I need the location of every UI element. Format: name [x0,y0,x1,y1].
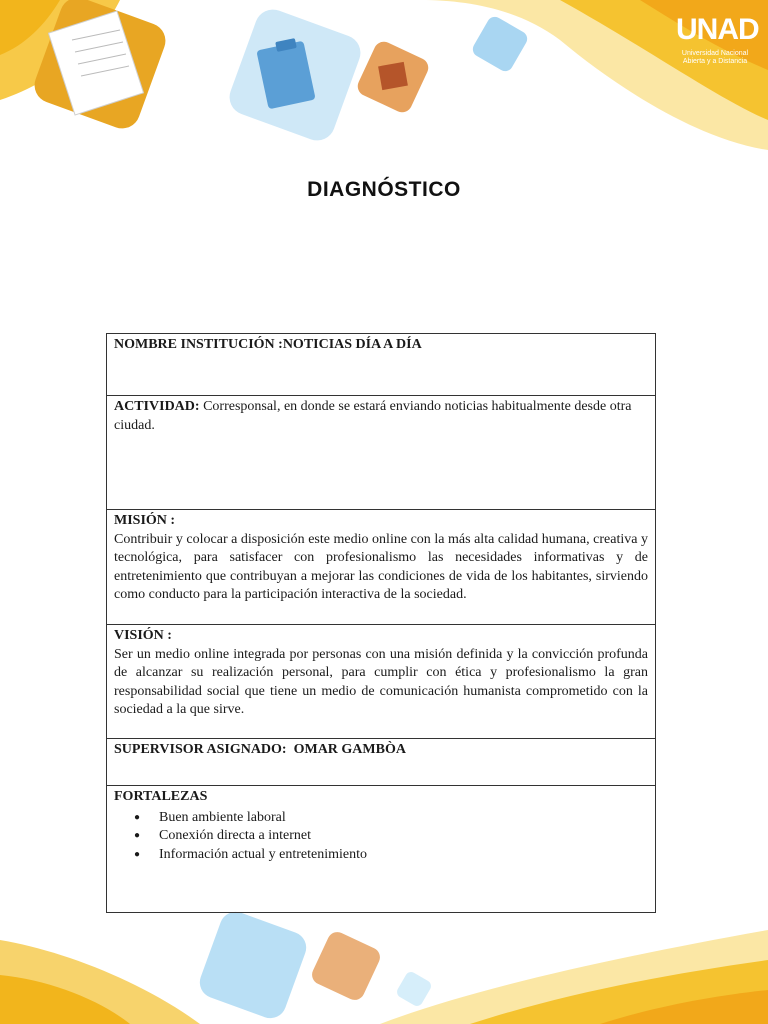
clipboard-icon [225,5,366,146]
footer-decoration [0,900,768,1024]
decor-square-orange [309,929,383,1003]
institution-label: NOMBRE INSTITUCIÓN : [114,337,283,352]
activity-label: ACTIVIDAD: [114,399,200,414]
supervisor-label: SUPERVISOR ASIGNADO: [114,742,287,757]
list-item: ● Información actual y entretenimiento [159,846,648,865]
decor-square-small [395,970,433,1008]
page-title: DIAGNÓSTICO [307,178,461,201]
strengths-list [114,809,648,865]
list-item: ● Buen ambiente laboral [159,809,648,828]
strengths-row [107,786,655,912]
header-decoration [0,0,768,170]
supervisor-row [107,739,655,786]
activity-text: Corresponsal, en donde se estará enviando noticias habitualmente desde otra ciudad. [114,399,632,433]
logo-subtitle-2: Abierta y a Distancia [682,58,748,65]
decor-square [470,14,530,74]
activity-row [107,396,655,510]
vision-label: VISIÓN : [114,628,172,643]
diagnostic-table [106,333,656,913]
vision-row [107,625,655,739]
strengths-label: FORTALEZAS [114,789,208,804]
institution-value: NOTICIAS DÍA A DÍA [282,337,422,352]
mission-text: Contribuir y colocar a disposición este medio online con la más alta calidad humana, creativa y tecnológica, para satisfacer con profesionalismo las necesidades informativas y de entretenimiento que contribuyan a mejorar las condiciones de vida de los habitantes, sirviendo como conducto para la participación interactiva de la sociedad. [114,531,648,602]
book-icon [354,38,431,115]
mission-row [107,510,655,625]
supervisor-value: OMAR GAMBÒA [293,742,406,757]
unad-logo [676,6,759,88]
decor-square-blue [195,907,310,1022]
logo-mark: UNAD [676,13,759,46]
logo-subtitle-1: Universidad Nacional [681,50,749,57]
list-item: ● Conexión directa a internet [159,827,648,846]
institution-row [107,334,655,396]
vision-text: Ser un medio online integrada por personas con una misión definida y la convicción profunda de alcanzar su realización personal, para cumplir con ética y profesionalismo la gran responsabilidad social que tiene un medio de comunicación humanista comprometido con la sociedad a la que sirve. [114,646,648,717]
mission-label: MISIÓN : [114,513,176,528]
